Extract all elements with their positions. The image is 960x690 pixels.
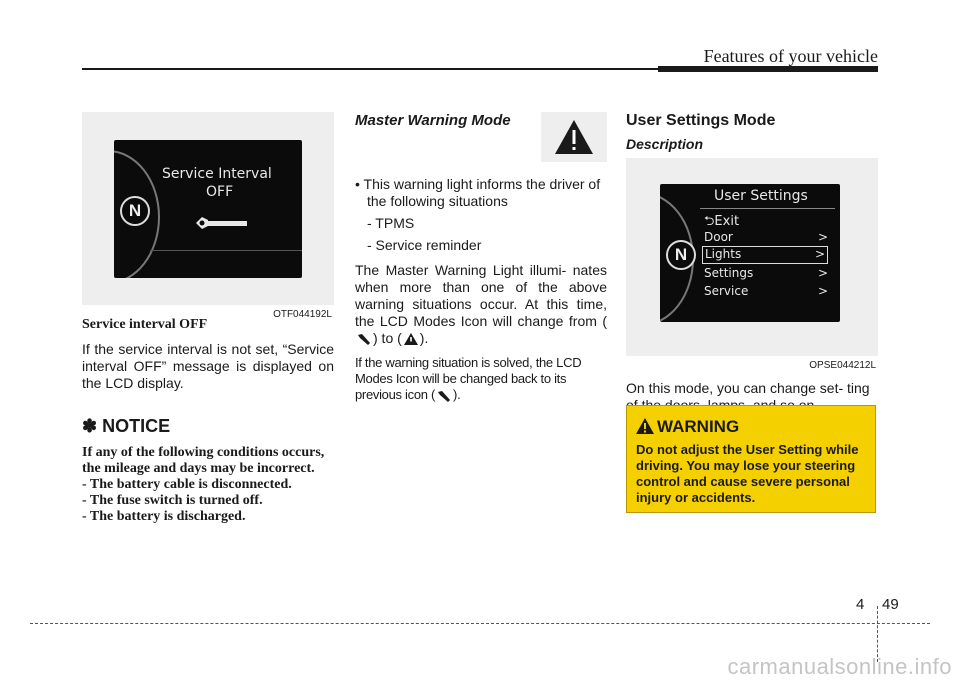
wrench-small-icon	[357, 333, 371, 345]
menu-item-label: Service	[704, 284, 749, 298]
footer-rule	[30, 623, 930, 624]
master-warning-resolved	[355, 355, 607, 403]
chevron-right-icon: >	[817, 266, 828, 280]
menu-title: User Settings	[714, 188, 808, 204]
page-number: 49	[882, 596, 899, 613]
lcd-display	[660, 184, 840, 322]
lcd-line-2: OFF	[206, 184, 234, 200]
column-master-warning	[355, 112, 607, 403]
menu-item-settings[interactable]	[704, 266, 828, 280]
service-interval-description: If the service interval is not set, “Service interval OFF” message is displayed on the LCD display.	[82, 341, 334, 391]
figure-code: OPSE044212L	[809, 360, 876, 371]
menu-item-door[interactable]	[704, 230, 828, 244]
figure-caption: Service interval OFF	[82, 317, 208, 332]
figure-code: OTF044192L	[273, 309, 332, 320]
bullet-text: This warning light informs the driver of the following situations	[363, 176, 601, 209]
paragraph-text: The Master Warning Light illumi- nates when more than one of the above warning situations occur. At this time, the LCD Modes Icon will change from (	[355, 262, 607, 329]
chapter-number: 4	[856, 596, 865, 613]
chevron-right-icon: >	[817, 230, 828, 244]
master-warning-header	[355, 112, 607, 162]
section-subtitle: Description	[626, 136, 704, 152]
notice-line: - The battery cable is disconnected.	[82, 477, 292, 492]
menu-item-lights[interactable]	[702, 246, 828, 264]
paragraph-text: If the warning situation is solved, the LCD Modes Icon will be changed back to its previous icon (	[355, 355, 582, 402]
menu-title-rule	[700, 208, 835, 209]
lcd-line-1: Service Interval	[162, 166, 272, 182]
column-user-settings	[626, 112, 878, 414]
bullet-item: • This warning light informs the driver of the following situations	[355, 176, 601, 209]
paragraph-text: ) to (	[373, 330, 402, 346]
wrench-small-icon	[437, 390, 451, 402]
wrench-icon	[192, 210, 252, 236]
warning-triangle-icon	[636, 418, 654, 434]
menu-item-label: Settings	[704, 266, 754, 280]
section-title: User Settings Mode	[626, 112, 776, 129]
master-warning-icon-box	[541, 112, 607, 162]
list-item: - Service reminder	[367, 237, 482, 253]
menu-item-label: Door	[704, 230, 733, 244]
running-header: Features of your vehicle	[703, 46, 878, 66]
user-settings-description: On this mode, you can change set- ting	[626, 380, 870, 396]
column-service-interval	[82, 112, 334, 525]
menu-item-exit[interactable]: ⮌Exit	[704, 214, 740, 229]
paragraph-text: ).	[453, 387, 461, 402]
menu-item-label: Exit	[714, 214, 740, 229]
notice-line: If any of the following conditions occurs, the mileage and days may be incorrect.	[82, 445, 325, 476]
menu-item-label: Lights	[705, 247, 742, 261]
warning-triangle-icon	[541, 112, 607, 162]
notice-title: ✽ NOTICE	[82, 416, 171, 436]
lcd-display	[114, 140, 302, 278]
lcd-divider	[150, 250, 302, 251]
chevron-right-icon: >	[814, 247, 825, 261]
gear-indicator: N	[666, 240, 696, 270]
header-rule-accent	[658, 66, 878, 72]
warning-panel	[626, 405, 876, 513]
paragraph-text: ).	[419, 330, 429, 346]
site-watermark: carmanualsonline.info	[727, 654, 952, 679]
warning-body: Do not adjust the User Setting while driving. You may lose your steering control and cause severe personal injury or accidents.	[636, 442, 859, 505]
warning-small-icon	[404, 333, 418, 345]
notice-line: - The fuse switch is turned off.	[82, 493, 263, 508]
service-interval-figure	[82, 112, 334, 320]
notice-line: - The battery is discharged.	[82, 509, 246, 524]
master-warning-paragraph	[355, 262, 607, 347]
chevron-right-icon: >	[817, 284, 828, 298]
notice-body	[82, 445, 334, 525]
list-item: - TPMS	[367, 215, 415, 231]
warning-heading: WARNING	[657, 417, 740, 436]
menu-item-service[interactable]	[704, 284, 828, 298]
user-settings-figure	[626, 158, 878, 371]
gear-indicator: N	[120, 196, 150, 226]
section-title: Master Warning Mode	[355, 112, 511, 129]
